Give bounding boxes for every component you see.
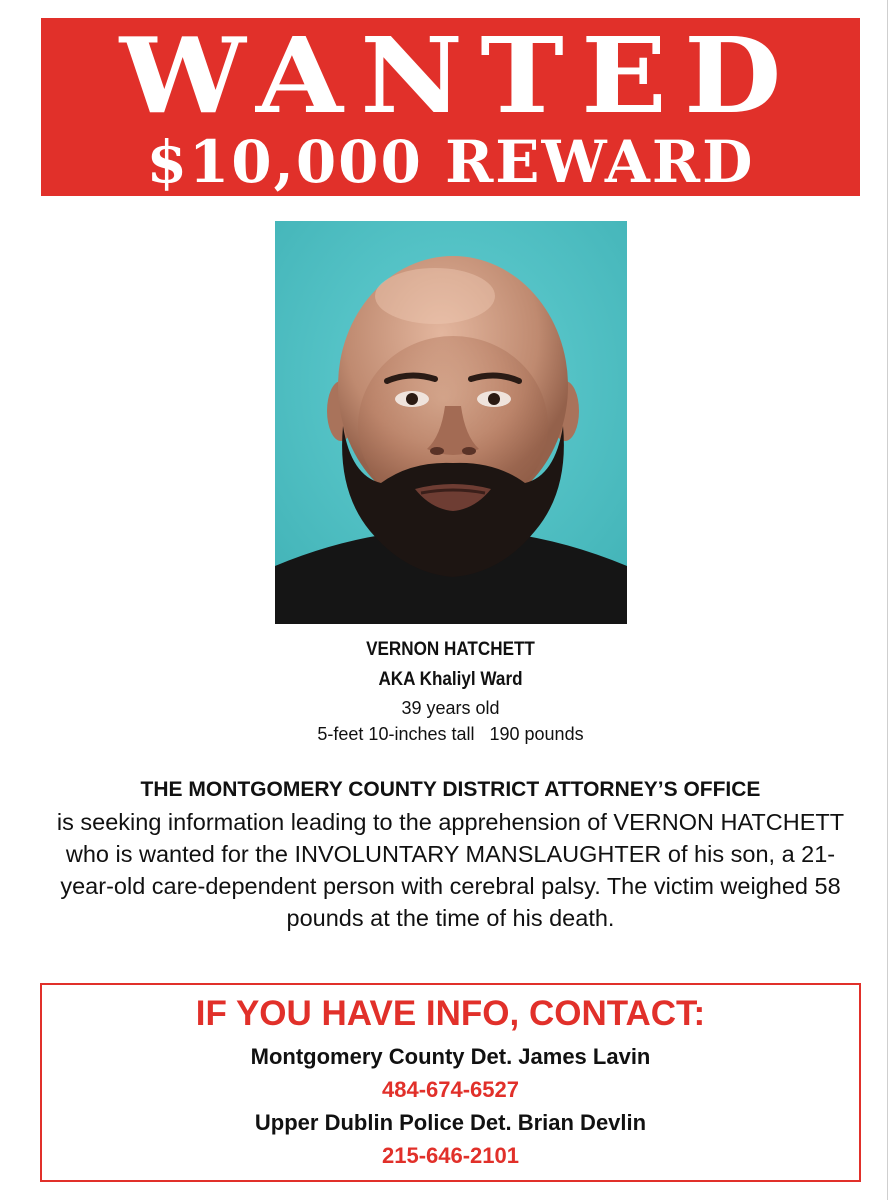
contact-heading: IF YOU HAVE INFO, CONTACT: bbox=[195, 994, 706, 1033]
suspect-photo bbox=[275, 221, 627, 624]
wanted-banner bbox=[41, 14, 860, 196]
wanted-title: WANTED bbox=[119, 14, 799, 137]
contact-name: Upper Dublin Police Det. Brian Devlin bbox=[254, 1110, 647, 1135]
issuing-office: THE MONTGOMERY COUNTY DISTRICT ATTORNEY’S OFFICE bbox=[140, 778, 761, 801]
suspect-alias: AKA Khaliyl Ward bbox=[378, 669, 523, 690]
suspect-height-weight: 5-feet 10-inches tall 190 pounds bbox=[317, 724, 584, 744]
contact-name: Montgomery County Det. James Lavin bbox=[250, 1044, 651, 1069]
reward-amount: $10,000 REWARD bbox=[146, 128, 755, 196]
suspect-age: 39 years old bbox=[401, 698, 500, 718]
contact-box bbox=[40, 983, 861, 1182]
contact-phone[interactable]: 484-674-6527 bbox=[381, 1077, 519, 1102]
suspect-name: VERNON HATCHETT bbox=[366, 639, 535, 660]
page-edge bbox=[887, 0, 888, 1200]
contact-phone[interactable]: 215-646-2101 bbox=[381, 1143, 519, 1168]
case-description: is seeking information leading to the apprehension of VERNON HATCHETT who is wanted for the INVOLUNTARY MANSLAUGHTER of his son, a 21-year-old care-dependent person with cerebral palsy. The victim weighed 58 pounds at the time of his death. bbox=[56, 809, 845, 931]
